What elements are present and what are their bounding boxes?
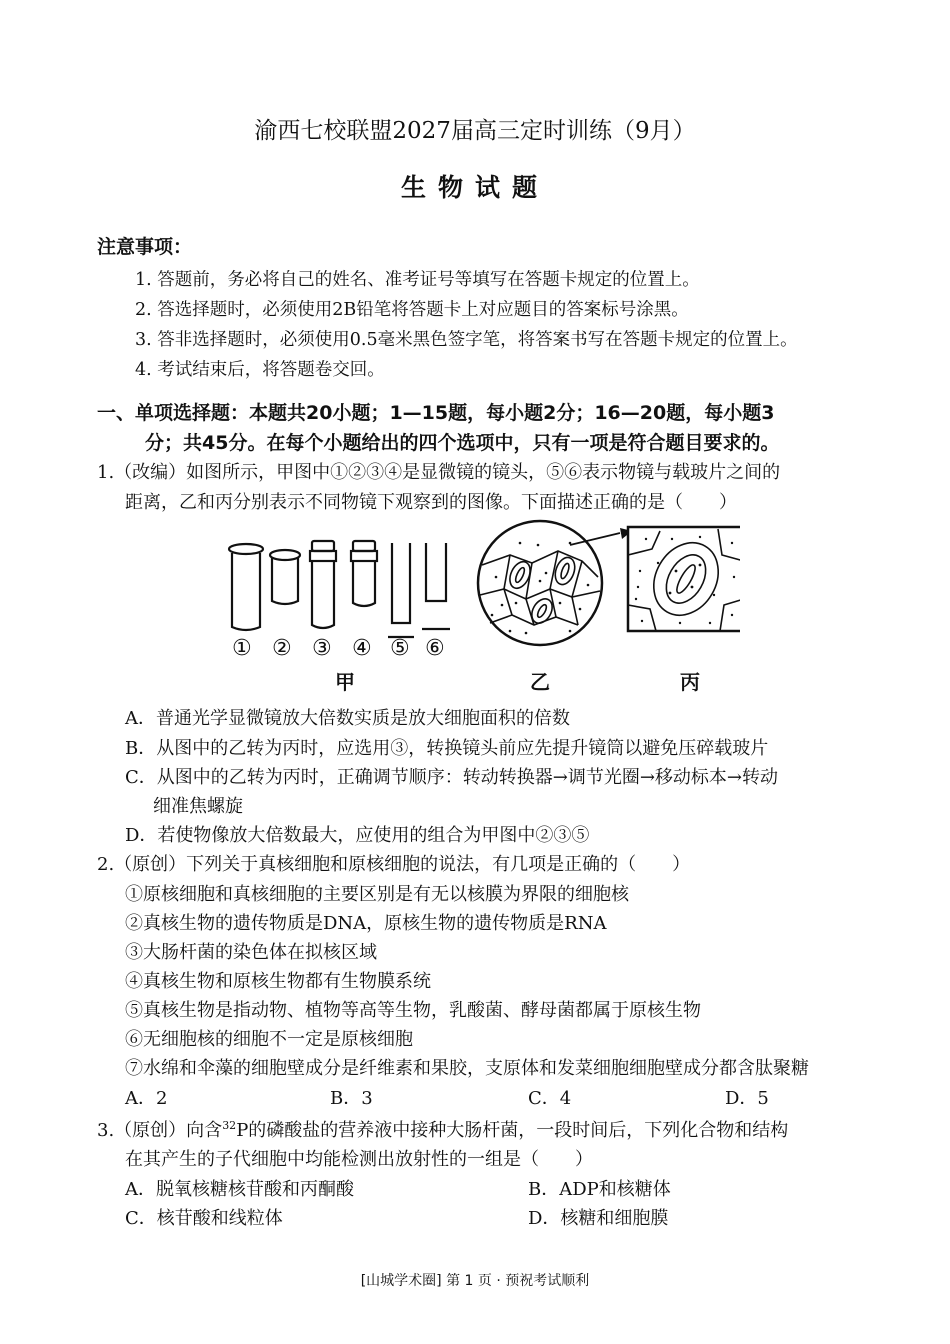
subject-title: 生物试题: [400, 173, 549, 202]
objective-distance-short-icon: [388, 543, 414, 637]
question-2-item: ⑦水绵和伞藻的细胞壁成分是纤维素和果胶，支原体和发菜细胞细胞壁成分都含肽聚糖: [125, 1058, 809, 1079]
lens-label-5: ⑤: [390, 636, 410, 661]
question-3-option-a: A．脱氧核糖核苷酸和丙酮酸: [125, 1179, 354, 1200]
microscope-figure: [220, 515, 740, 695]
lens-label-3: ③: [312, 636, 332, 661]
question-3-option-b: B．ADP和核糖体: [528, 1179, 671, 1200]
question-2-item: ③大肠杆菌的染色体在拟核区域: [125, 942, 377, 963]
question-3-stem: [97, 1116, 788, 1142]
question-2-option-b: B．3: [330, 1088, 373, 1109]
question-1-stem: 1.（改编）如图所示，甲图中①②③④是显微镜的镜头，⑤⑥表示物镜与载玻片之间的: [97, 462, 781, 483]
question-2-item: ⑤真核生物是指动物、植物等高等生物，乳酸菌、酵母菌都属于原核生物: [125, 1000, 701, 1021]
notice-item: 2. 答选择题时，必须使用2B铅笔将答题卡上对应题目的答案标号涂黑。: [135, 300, 689, 320]
lens-label-4: ④: [352, 636, 372, 661]
notice-item: 4. 考试结束后，将答题卷交回。: [135, 360, 385, 380]
objective-long-icon: [310, 541, 336, 628]
objective-distance-long-icon: [422, 543, 450, 629]
exam-title: 渝西七校联盟2027届高三定时训练（9月）: [254, 118, 696, 144]
question-3-option-d: D．核糖和细胞膜: [528, 1208, 669, 1229]
page-footer: [山城学术圈] 第 1 页 · 预祝考试顺利: [360, 1273, 590, 1289]
question-2-item: ②真核生物的遗传物质是DNA，原核生物的遗传物质是RNA: [125, 913, 607, 934]
eyepiece-long-icon: [229, 544, 263, 630]
low-power-view: [478, 521, 632, 645]
question-1-option-b: B．从图中的乙转为丙时，应选用③，转换镜头前应先提升镜筒以避免压碎载玻片: [125, 738, 769, 759]
question-1-option-a: A．普通光学显微镜放大倍数实质是放大细胞面积的倍数: [125, 708, 570, 729]
question-2-option-a: A．2: [125, 1088, 168, 1109]
lens-label-1: ①: [232, 636, 252, 661]
isotope-mass-number: 32: [222, 1119, 237, 1132]
question-3-stem-pre: 3.（原创）向含: [97, 1120, 223, 1141]
question-1-stem-cont: 距离，乙和丙分别表示不同物镜下观察到的图像。下面描述正确的是（ ）: [125, 492, 737, 513]
eyepiece-short-icon: [270, 550, 300, 604]
high-power-view: [628, 527, 740, 631]
lens-label-2: ②: [272, 636, 292, 661]
question-2-stem: 2.（原创）下列关于真核细胞和原核细胞的说法，有几项是正确的（ ）: [97, 854, 691, 875]
figure-label-bing: 丙: [680, 670, 700, 694]
question-1-option-c-cont: 细准焦螺旋: [153, 796, 243, 817]
section-heading: 一、单项选择题：本题共20小题；1—15题，每小题2分；16—20题，每小题3: [97, 402, 775, 424]
section-heading-cont: 分；共45分。在每个小题给出的四个选项中，只有一项是符合题目要求的。: [145, 432, 780, 454]
question-1-option-c: C．从图中的乙转为丙时，正确调节顺序：转动转换器→调节光圈→移动标本→转动: [125, 767, 779, 788]
question-3-stem-cont: 在其产生的子代细胞中均能检测出放射性的一组是（ ）: [125, 1149, 593, 1170]
lens-label-6: ⑥: [425, 636, 445, 661]
notice-item: 3. 答非选择题时，必须使用0.5毫米黑色签字笔，将答案书写在答题卡规定的位置上。: [135, 330, 798, 350]
question-3-stem-post: P的磷酸盐的营养液中接种大肠杆菌，一段时间后，下列化合物和结构: [236, 1120, 789, 1141]
question-2-option-d: D．5: [725, 1088, 769, 1109]
question-1-option-d: D．若使物像放大倍数最大，应使用的组合为甲图中②③⑤: [125, 825, 590, 846]
notice-item: 1. 答题前，务必将自己的姓名、准考证号等填写在答题卡规定的位置上。: [135, 270, 700, 290]
notice-heading: 注意事项：: [97, 236, 193, 258]
objective-short-icon: [351, 541, 377, 606]
question-2-item: ①原核细胞和真核细胞的主要区别是有无以核膜为界限的细胞核: [125, 884, 629, 905]
question-3-option-c: C．核苷酸和线粒体: [125, 1208, 283, 1229]
question-2-item: ⑥无细胞核的细胞不一定是原核细胞: [125, 1029, 413, 1050]
question-2-item: ④真核生物和原核生物都有生物膜系统: [125, 971, 431, 992]
figure-label-jia: 甲: [335, 670, 355, 694]
question-2-option-c: C．4: [528, 1088, 572, 1109]
figure-label-yi: 乙: [530, 670, 550, 694]
